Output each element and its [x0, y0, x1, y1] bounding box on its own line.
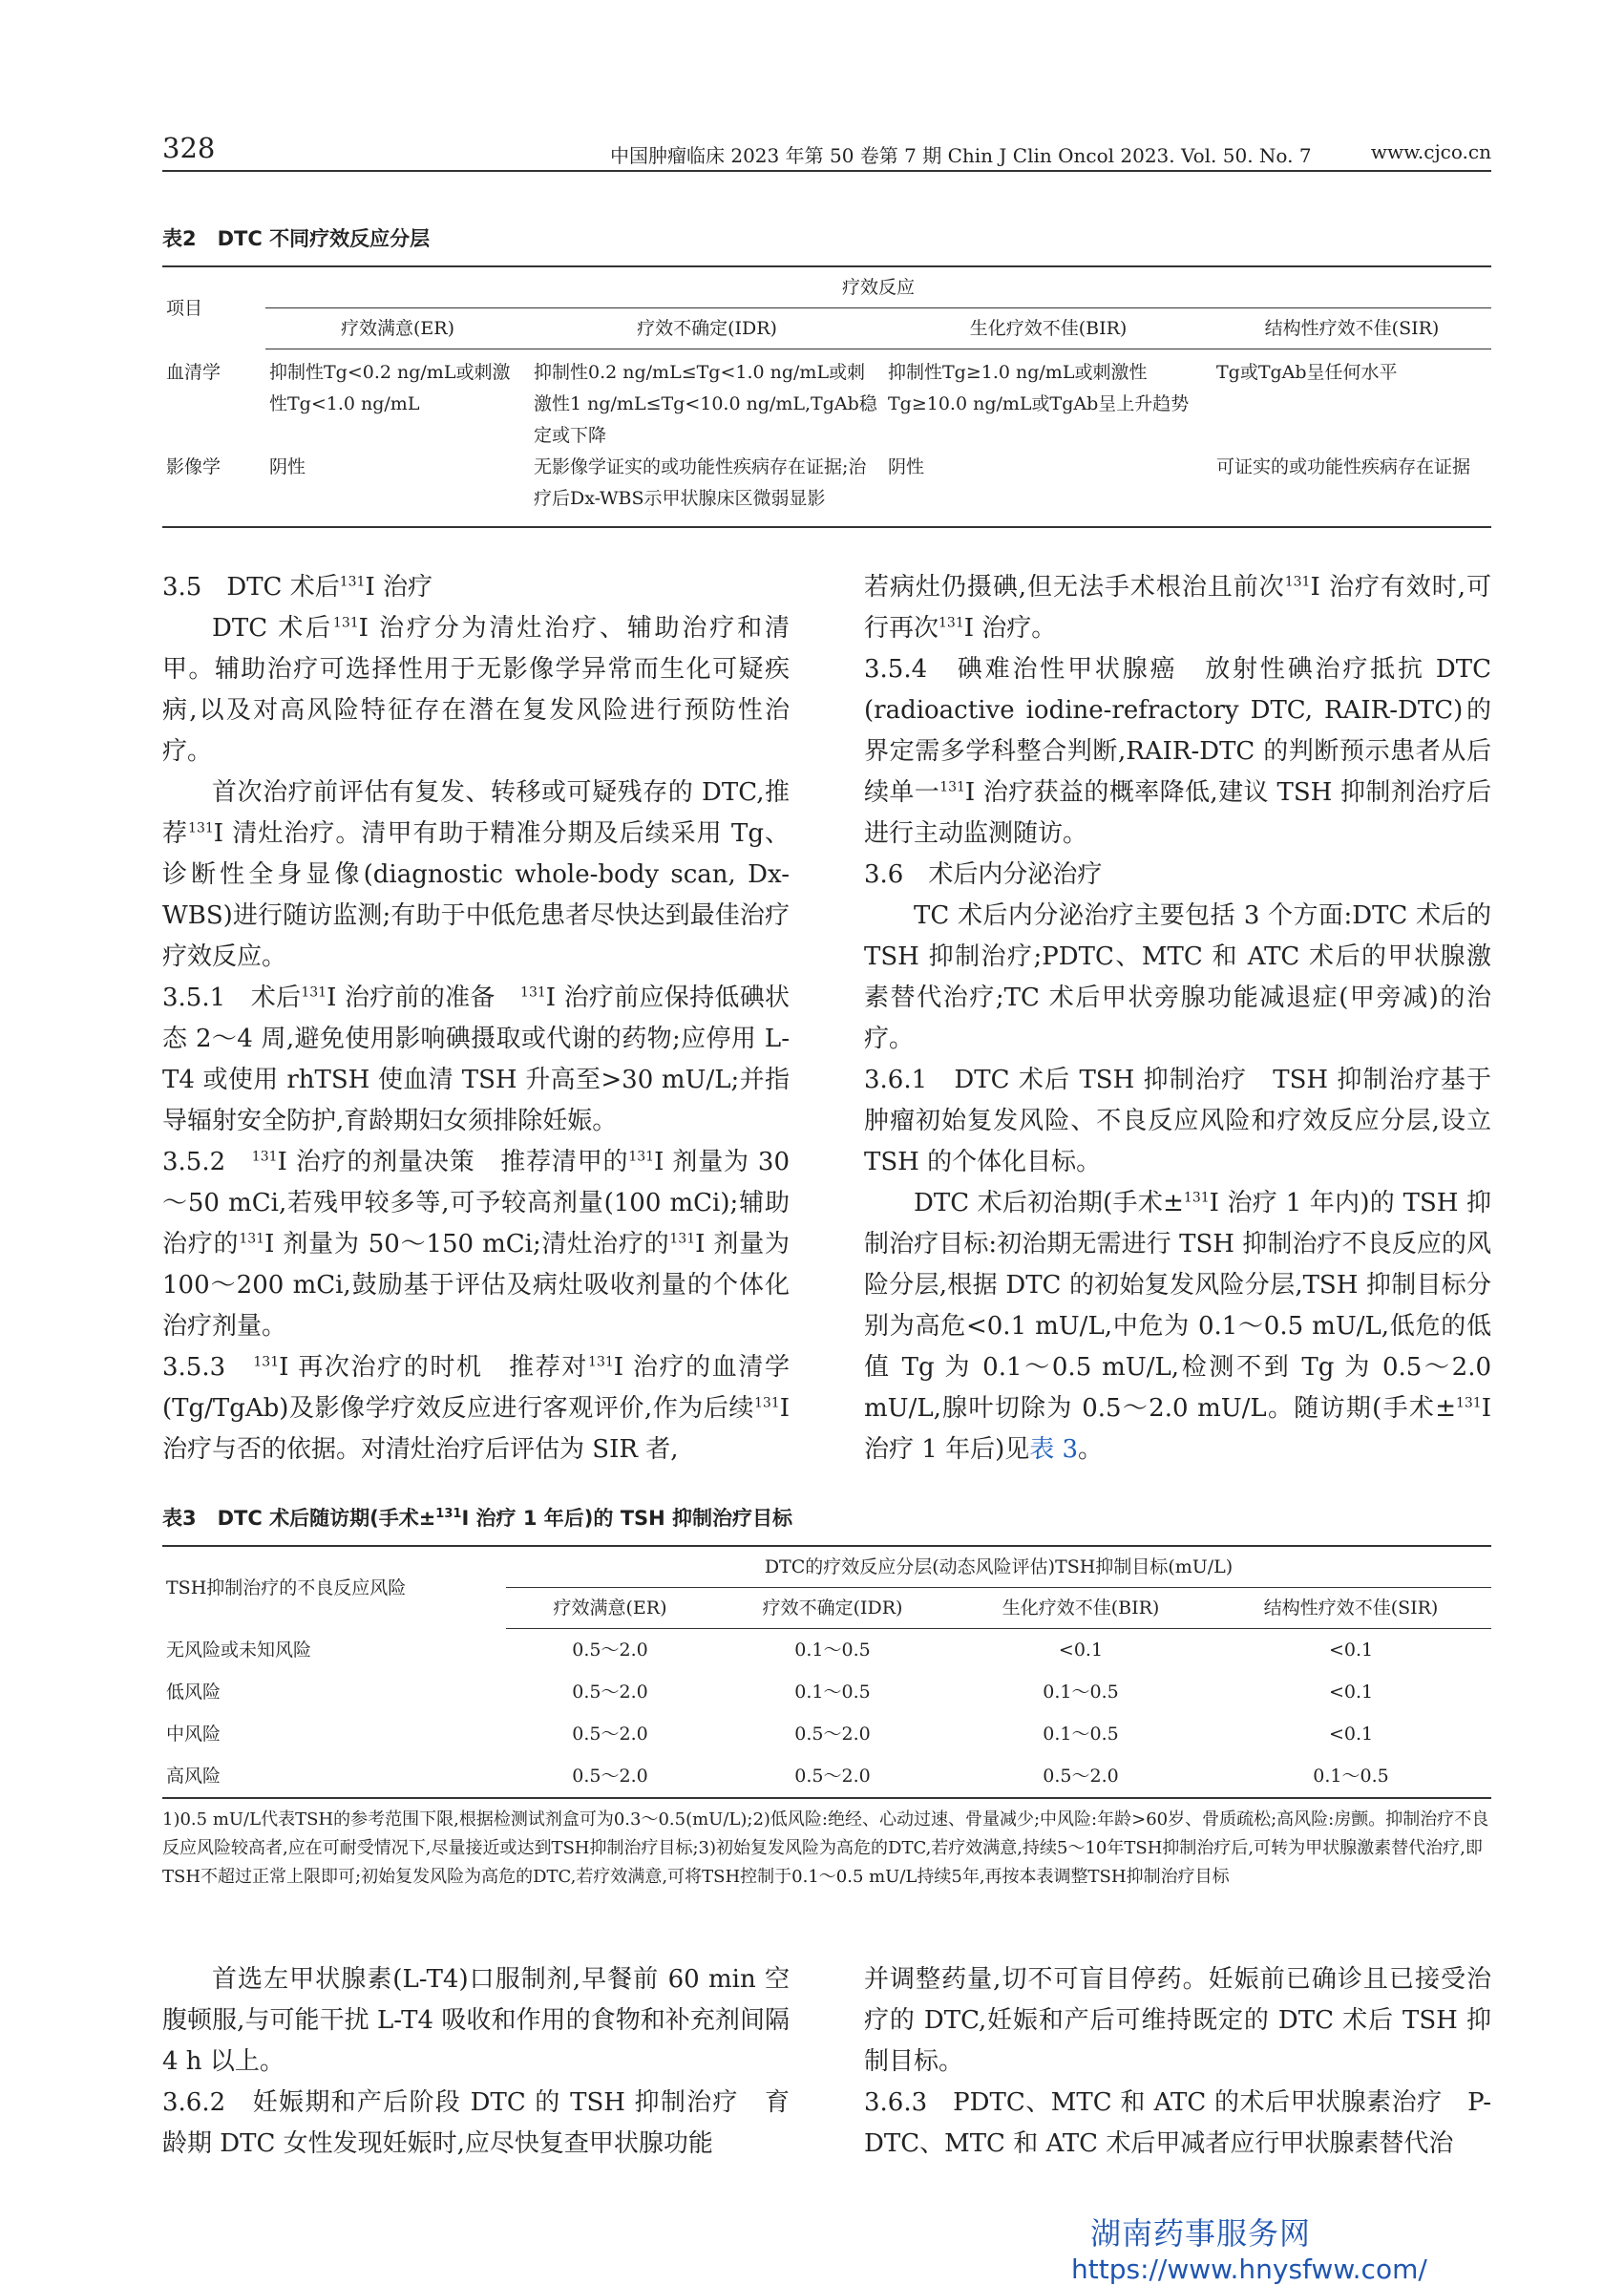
table3-cell: 0.5～2.0 — [572, 1724, 648, 1745]
table2-cell: 可证实的或功能性疾病存在证据 — [1213, 452, 1491, 527]
table2-header-row — [162, 308, 1491, 349]
table3-title-pre: DTC 术后随访期(手术± — [217, 1507, 436, 1530]
body-paragraph: TC 术后内分泌治疗主要包括 3 个方面:DTC 术后的 TSH 抑制治疗;PDTC、MTC 和 ATC 术后的甲状腺激素替代治疗;TC 术后甲状旁腺功能减退症(甲旁减)的治疗。 — [864, 901, 1491, 1053]
table2-cell: 抑制性Tg<0.2 ng/mL或刺激性Tg<1.0 ng/mL — [269, 362, 511, 414]
table3-row-label: 高风险 — [162, 1755, 506, 1798]
table3-col-header: 生化疗效不佳(BIR) — [951, 1588, 1211, 1629]
table2-caption — [162, 223, 430, 252]
watermark-name: 湖南药事服务网 — [1090, 2215, 1312, 2252]
body-column-left — [162, 567, 790, 1470]
table3-number: 表3 — [162, 1507, 197, 1530]
table3-cell: 0.1～0.5 — [1043, 1724, 1119, 1745]
table3-group-header: DTC的疗效反应分层(动态风险评估)TSH抑制目标(mU/L) — [506, 1546, 1491, 1588]
table-row — [162, 1755, 1491, 1798]
body-heading-paragraph: 3.6.2 妊娠期和产后阶段 DTC 的 TSH 抑制治疗 育龄期 DTC 女性发现妊娠时,应尽快复查甲状腺功能 — [162, 2088, 790, 2158]
body-heading-paragraph: 3.6.1 DTC 术后 TSH 抑制治疗 TSH 抑制治疗基于肿瘤初始复发风险、不良反应风险和疗效反应分层,设立 TSH 的个体化目标。 — [864, 1066, 1491, 1176]
table3-cell: <0.1 — [1328, 1682, 1374, 1703]
table2-col-header: 疗效满意(ER) — [265, 308, 530, 349]
table2-cell: 抑制性Tg≥1.0 ng/mL或刺激性Tg≥10.0 ng/mL或TgAb呈上升趋势 — [888, 362, 1190, 414]
isotope-superscript: 131 — [332, 615, 359, 631]
isotope-superscript: 131 — [939, 779, 965, 795]
isotope-superscript: 131 — [239, 1231, 265, 1247]
table-row — [162, 1713, 1491, 1755]
table2-col-header: 生化疗效不佳(BIR) — [884, 308, 1213, 349]
table3-cell: <0.1 — [1058, 1640, 1104, 1661]
body-heading-paragraph: 3.6 术后内分泌治疗 — [864, 860, 1103, 889]
table3-title-post: I 治疗 1 年后)的 TSH 抑制治疗目标 — [461, 1507, 793, 1530]
body-paragraph: 首选左甲状腺素(L-T4)口服制剂,早餐前 60 min 空腹顿服,与可能干扰 L-T4 吸收和作用的食物和补充剂间隔 4 h 以上。 — [162, 1965, 790, 2076]
table3-cell: 0.1～0.5 — [794, 1640, 871, 1661]
table2-col-header: 结构性疗效不佳(SIR) — [1213, 308, 1491, 349]
table-row — [162, 452, 1491, 527]
table3-cell: 0.5～2.0 — [506, 1755, 714, 1798]
table3-cell: 0.5～2.0 — [794, 1724, 871, 1745]
watermark — [1071, 2210, 1427, 2285]
table3-reference-link[interactable]: 表 3 — [1029, 1435, 1079, 1464]
body-heading-paragraph: 3.5.2 $^{131}$I 治疗的剂量决策 推荐清甲的$^{131}$I 剂量为 30～50 mCi,若残甲较多等,可予较高剂量(100 mCi);辅助治疗的$^{131}$I 剂量为 50～150 mCi;清灶治疗的$^{131}$I 剂量为 100～200 mCi,鼓励基于评估及病灶吸收剂量的个体化治疗剂量。 — [162, 1148, 790, 1341]
body-paragraph: DTC 术后$^{131}$I 治疗分为清灶治疗、辅助治疗和清甲。辅助治疗可选择性用于无影像学异常而生化可疑疾病,以及对高风险特征存在潜在复发风险进行预防性治疗。 — [162, 614, 790, 766]
body-paragraph: DTC 术后初治期(手术±$^{131}$I 治疗 1 年内)的 TSH 抑制治疗目标:初治期无需进行 TSH 抑制治疗不良反应的风险分层,根据 DTC 的初始复发风险分层,TSH 抑制目标分别为高危<0.1 mU/L,中危为 0.1～0.5 mU/L,低危的低值 Tg 为 0.1～0.5 mU/L,检测不到 Tg 为 0.5～2.0 mU/L,腺叶切除为 0.5～2.0 mU/L。随访期(手术±$^{131}$I 治疗 1 年后)见表 3。 — [864, 1189, 1491, 1464]
isotope-superscript: 131 — [939, 615, 964, 631]
table3 — [162, 1545, 1491, 1799]
body-heading-paragraph: 3.5.4 碘难治性甲状腺癌 放射性碘治疗抵抗 DTC (radioactive iodine-refractory DTC, RAIR-DTC)的界定需多学科整合判断,RAIR-DTC 的判断预示患者从后续单一$^{131}$I 治疗获益的概率降低,建议 TSH 抑制剂治疗后进行主动监测随访。 — [864, 655, 1491, 848]
journal-website[interactable]: www.cjco.cn — [1370, 140, 1491, 163]
table2 — [162, 265, 1491, 528]
table2-cell: 阴性 — [884, 452, 1213, 527]
table3-cell: <0.1 — [1328, 1724, 1374, 1745]
table3-row-label: 中风险 — [166, 1724, 221, 1745]
body-heading-paragraph: 3.5.1 术后$^{131}$I 治疗前的准备 $^{131}$I 治疗前应保持低碘状态 2～4 周,避免使用影响碘摄取或代谢的药物;应停用 L-T4 或使用 rhTSH 使血清 TSH 升高至>30 mU/L;并指导辐射安全防护,育龄期妇女须排除妊娠。 — [162, 984, 790, 1135]
body-heading-paragraph: 3.5 DTC 术后$^{131}$I 治疗 — [162, 573, 432, 602]
body-column-left-lower — [162, 1959, 790, 2165]
table3-col-item: TSH抑制治疗的不良反应风险 — [162, 1546, 506, 1629]
isotope-superscript: 131 — [669, 1231, 696, 1247]
table3-cell: 0.5～2.0 — [714, 1755, 951, 1798]
table3-cell: 0.5～2.0 — [951, 1755, 1211, 1798]
table2-row-label: 血清学 — [166, 361, 221, 383]
table2-col-header: 疗效不确定(IDR) — [530, 308, 884, 349]
body-heading-paragraph: 若病灶仍摄碘,但无法手术根治且前次$^{131}$I 治疗有效时,可行再次$^{131}$I 治疗。 — [864, 573, 1492, 643]
isotope-superscript: 131 — [1183, 1190, 1210, 1206]
table2-col-item: 项目 — [162, 266, 265, 349]
isotope-superscript: 131 — [339, 574, 366, 590]
table2-group-header: 疗效反应 — [265, 266, 1491, 308]
table3-col-header: 疗效满意(ER) — [506, 1588, 714, 1629]
page-number: 328 — [162, 132, 216, 164]
table2-cell: 阴性 — [265, 452, 530, 527]
body-heading-paragraph: 3.6.3 PDTC、MTC 和 ATC 的术后甲状腺素治疗 P-DTC、MTC 和 ATC 术后甲减者应行甲状腺素替代治 — [864, 2088, 1491, 2158]
journal-info: 中国肿瘤临床 2023 年第 50 卷第 7 期 Chin J Clin Oncol 2023. Vol. 50. No. 7 — [610, 144, 1312, 167]
isotope-superscript: 131 — [520, 984, 546, 1001]
table-row — [162, 1629, 1491, 1672]
table-row — [162, 349, 1491, 453]
isotope-superscript: 131 — [253, 1354, 280, 1370]
table3-row-label: 无风险或未知风险 — [166, 1639, 312, 1661]
table3-cell: 0.1～0.5 — [1211, 1755, 1491, 1798]
table3-cell: 0.1～0.5 — [1043, 1682, 1119, 1703]
watermark-url[interactable]: https://www.hnysfww.com/ — [1071, 2253, 1427, 2285]
page-header — [162, 132, 1491, 172]
body-heading-paragraph: 3.5.3 $^{131}$I 再次治疗的时机 推荐对$^{131}$I 治疗的血清学(Tg/TgAb)及影像学疗效反应进行客观评价,作为后续$^{131}$I 治疗与否的依据。对清灶治疗后评估为 SIR 者, — [162, 1353, 790, 1464]
table2-title: DTC 不同疗效反应分层 — [217, 227, 431, 250]
table-row — [162, 1671, 1491, 1713]
isotope-superscript: 131 — [753, 1395, 780, 1411]
table3-cell: <0.1 — [1328, 1640, 1374, 1661]
body-paragraph: 首次治疗前评估有复发、转移或可疑残存的 DTC,推荐$^{131}$I 清灶治疗。清甲有助于精准分期及后续采用 Tg、诊断性全身显像(diagnostic whole-body scan, Dx-WBS)进行随访监测;有助于中低危患者尽快达到最佳治疗疗效反应。 — [162, 778, 790, 971]
body-column-right — [864, 567, 1491, 1470]
isotope-superscript: 131 — [588, 1354, 614, 1370]
table3-cell: 0.5～2.0 — [572, 1682, 648, 1703]
table2-number: 表2 — [162, 227, 197, 250]
table2-row-label: 影像学 — [162, 452, 265, 527]
table3-col-header: 疗效不确定(IDR) — [714, 1588, 951, 1629]
table3-cell: 0.5～2.0 — [572, 1640, 648, 1661]
table3-row-label: 低风险 — [166, 1682, 221, 1703]
table2-cell: Tg或TgAb呈任何水平 — [1216, 362, 1398, 383]
table3-col-header: 结构性疗效不佳(SIR) — [1211, 1588, 1491, 1629]
body-heading-paragraph: 并调整药量,切不可盲目停药。妊娠前已确诊且已接受治疗的 DTC,妊娠和产后可维持既定的 DTC 术后 TSH 抑制目标。 — [864, 1965, 1491, 2076]
isotope-superscript: 131 — [1455, 1395, 1482, 1411]
table3-notes: 1)0.5 mU/L代表TSH的参考范围下限,根据检测试剂盒可为0.3～0.5(mU/L);2)低风险:绝经、心动过速、骨量减少;中风险:年龄>60岁、骨质疏松;高风险:房颤。抑制治疗不良反应风险较高者,应在可耐受情况下,尽量接近或达到TSH抑制治疗目标;3)初始复发风险为高危的DTC,若疗效满意,持续5～10年TSH抑制治疗后,可转为甲状腺激素替代治疗,即TSH不超过正常上限即可;初始复发风险为高危的DTC,若疗效满意,可将TSH控制于0.1～0.5 mU/L持续5年,再按本表调整TSH抑制治疗目标 — [162, 1809, 1489, 1887]
isotope-superscript: 131 — [301, 984, 327, 1001]
body-column-right-lower — [864, 1959, 1491, 2165]
isotope-superscript: 131 — [251, 1149, 278, 1165]
isotope-superscript: 131 — [188, 820, 214, 836]
table2-cell: 抑制性0.2 ng/mL≤Tg<1.0 ng/mL或刺激性1 ng/mL≤Tg<10.0 ng/mL,TgAb稳定或下降 — [534, 362, 877, 446]
table2-cell: 无影像学证实的或功能性疾病存在证据;治疗后Dx-WBS示甲状腺床区微弱显影 — [530, 452, 884, 527]
isotope-superscript: 131 — [1284, 574, 1311, 590]
table3-caption — [162, 1503, 792, 1532]
table3-cell: 0.1～0.5 — [794, 1682, 871, 1703]
table3-title-sup: 131 — [435, 1507, 462, 1521]
isotope-superscript: 131 — [628, 1149, 655, 1165]
